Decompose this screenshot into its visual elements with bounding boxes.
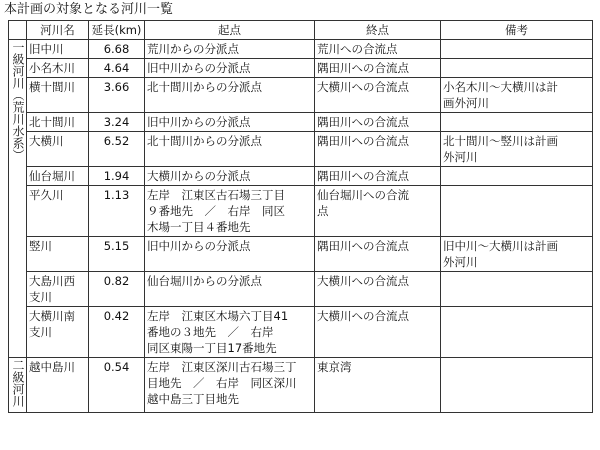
river-end: 隅田川への合流点 xyxy=(315,113,441,132)
river-end: 荒川への合流点 xyxy=(315,40,441,59)
river-start: 左岸 江東区木場六丁目41 番地の３地先 ／ 右岸 同区東陽一丁目17番地先 xyxy=(145,307,315,358)
table-row xyxy=(9,167,593,186)
header-row xyxy=(9,21,593,40)
river-end: 仙台堀川への合流 点 xyxy=(315,186,441,237)
river-end: 大横川への合流点 xyxy=(315,307,441,358)
header-end: 終点 xyxy=(315,21,441,40)
river-start: 北十間川からの分派点 xyxy=(145,132,315,167)
river-length: 4.64 xyxy=(89,59,145,78)
river-end: 隅田川への合流点 xyxy=(315,237,441,272)
table-row xyxy=(9,40,593,59)
river-start: 左岸 江東区深川古石場三丁 目地先 ／ 右岸 同区深川 越中島三丁目地先 xyxy=(145,358,315,413)
river-name: 北十間川 xyxy=(27,113,89,132)
river-end: 隅田川への合流点 xyxy=(315,167,441,186)
river-note xyxy=(441,358,593,413)
header-note: 備考 xyxy=(441,21,593,40)
table-row xyxy=(9,132,593,167)
river-start: 大横川からの分派点 xyxy=(145,167,315,186)
river-length: 6.68 xyxy=(89,40,145,59)
page-title: 本計画の対象となる河川一覧 xyxy=(4,2,174,17)
river-end: 大横川への合流点 xyxy=(315,78,441,113)
river-length: 3.66 xyxy=(89,78,145,113)
river-note xyxy=(441,186,593,237)
table-row xyxy=(9,186,593,237)
river-name: 旧中川 xyxy=(27,40,89,59)
river-start: 仙台堀川からの分派点 xyxy=(145,272,315,307)
river-length: 3.24 xyxy=(89,113,145,132)
table-row xyxy=(9,358,593,413)
header-group xyxy=(9,21,27,40)
river-name: 仙台堀川 xyxy=(27,167,89,186)
river-start: 旧中川からの分派点 xyxy=(145,59,315,78)
river-length: 5.15 xyxy=(89,237,145,272)
table-row xyxy=(9,272,593,307)
river-start: 旧中川からの分派点 xyxy=(145,113,315,132)
river-length: 1.13 xyxy=(89,186,145,237)
river-name: 越中島川 xyxy=(27,358,89,413)
river-start: 北十間川からの分派点 xyxy=(145,78,315,113)
river-end: 隅田川への合流点 xyxy=(315,132,441,167)
river-note: 小名木川～大横川は計 画外河川 xyxy=(441,78,593,113)
header-length: 延長(km) xyxy=(89,21,145,40)
table-row xyxy=(9,113,593,132)
river-end: 大横川への合流点 xyxy=(315,272,441,307)
river-note xyxy=(441,59,593,78)
river-table xyxy=(8,20,593,413)
river-start: 旧中川からの分派点 xyxy=(145,237,315,272)
river-note xyxy=(441,167,593,186)
river-note: 北十間川～竪川は計画 外河川 xyxy=(441,132,593,167)
river-name: 横十間川 xyxy=(27,78,89,113)
river-name: 小名木川 xyxy=(27,59,89,78)
river-length: 0.82 xyxy=(89,272,145,307)
river-length: 0.42 xyxy=(89,307,145,358)
table-row xyxy=(9,307,593,358)
group-label: 一級河川（荒川水系） xyxy=(11,41,25,161)
header-name: 河川名 xyxy=(27,21,89,40)
river-name: 大横川南 支川 xyxy=(27,307,89,358)
river-note xyxy=(441,307,593,358)
river-name: 竪川 xyxy=(27,237,89,272)
river-end: 東京湾 xyxy=(315,358,441,413)
table-row xyxy=(9,78,593,113)
group-label: 二級河川 xyxy=(11,359,25,407)
river-length: 1.94 xyxy=(89,167,145,186)
group-cell-class2 xyxy=(9,358,27,413)
group-cell-class1 xyxy=(9,40,27,358)
table-row xyxy=(9,237,593,272)
river-name: 平久川 xyxy=(27,186,89,237)
river-name: 大横川 xyxy=(27,132,89,167)
river-start: 左岸 江東区古石場三丁目 ９番地先 ／ 右岸 同区 木場一丁目４番地先 xyxy=(145,186,315,237)
header-start: 起点 xyxy=(145,21,315,40)
river-note xyxy=(441,272,593,307)
river-note: 旧中川～大横川は計画 外河川 xyxy=(441,237,593,272)
river-end: 隅田川への合流点 xyxy=(315,59,441,78)
river-length: 6.52 xyxy=(89,132,145,167)
river-name: 大島川西 支川 xyxy=(27,272,89,307)
river-note xyxy=(441,40,593,59)
river-note xyxy=(441,113,593,132)
river-length: 0.54 xyxy=(89,358,145,413)
table-row xyxy=(9,59,593,78)
river-start: 荒川からの分派点 xyxy=(145,40,315,59)
